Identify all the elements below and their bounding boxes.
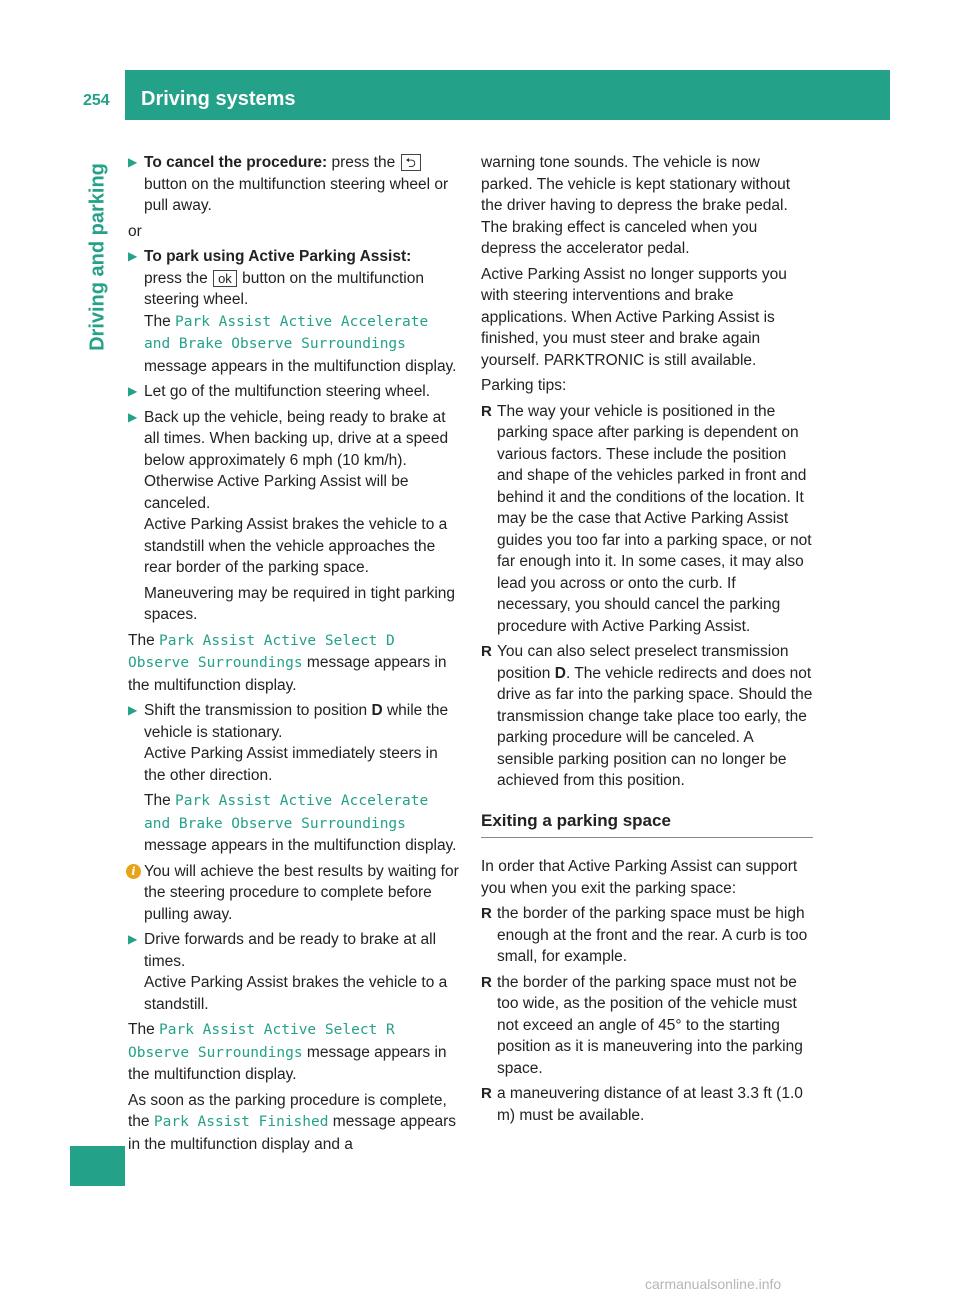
list-item: R The way your vehicle is positioned in the parking space after parking is dependent on various factors. These include the position and shape of the vehicles parked in front and behind it and the conditions of the location. It may be the case that Active Parking Assist guides you too far into a parking space, or not far enough into it. In some cases, it may also lead you across or onto the curb. If necessary, you should cancel the parking procedure with Active Parking Assist. (481, 402, 812, 635)
bullet-icon: R (481, 905, 492, 922)
bullet-icon: R (481, 1085, 492, 1102)
page-number: 254 (83, 92, 110, 109)
message-paragraph: The Park Assist Active Select R Observe Surroundings message appears in the multifunction display. (128, 1021, 447, 1083)
step-arrow-icon: ▶ (128, 409, 138, 424)
step-park: ▶ To park using Active Parking Assist: press the ok button on the multifunction steering wheel. The Park Assist Active Accelerate and Brake Observe Surroundings message appears in the multifunction display. (128, 248, 457, 375)
list-item: R a maneuvering distance of at least 3.3 ft (1.0 m) must be available. (481, 1085, 803, 1124)
step-arrow-icon: ▶ (128, 932, 138, 946)
step-cancel: ▶ To cancel the procedure: press the ⮌ button on the multifunction steering wheel or pull away. (128, 154, 449, 214)
or-text: or (128, 222, 142, 240)
message-paragraph: The Park Assist Active Select D Observe Surroundings message appears in the multifunction display. (128, 631, 447, 694)
exit-heading: Exiting a parking space (481, 810, 813, 839)
step-drive: ▶ Drive forwards and be ready to brake at all times. Active Parking Assist brakes the vehicle to a standstill. (128, 931, 448, 1013)
header-divider (125, 70, 128, 120)
tips-heading: Parking tips: (481, 377, 567, 394)
list-item: R the border of the parking space must be high enough at the front and the rear. A curb is too small, for example. (481, 905, 808, 965)
step-arrow-icon: ▶ (128, 155, 138, 169)
step-arrow-icon: ▶ (128, 249, 138, 263)
right-column (481, 152, 813, 1130)
side-tab-block (70, 1146, 125, 1186)
step-shift: ▶ Shift the transmission to position D while the vehicle is stationary. Active Parking Assist immediately steers in the other direction. The Park Assist Active Accelerate and Brake Observe Surroundings message appears in the multifunction display. (128, 702, 457, 854)
step-let-go: ▶ Let go of the multifunction steering wheel. (128, 381, 461, 403)
step-arrow-icon: ▶ (128, 384, 138, 398)
watermark: carmanualsonline.info (645, 1276, 782, 1292)
list-item: R You can also select preselect transmission position D. The vehicle redirects and does not drive as far into the parking space. Should the transmission change take place too early, the parking procedure will be canceled. A sensible parking position can no longer be achieved from this position. (481, 643, 813, 789)
back-key-icon: ⮌ (401, 154, 421, 171)
bullet-icon: R (481, 402, 492, 420)
bullet-icon: R (481, 973, 492, 991)
step-back-up: ▶ Back up the vehicle, being ready to brake at all times. When backing up, drive at a speed below approximately 6 mph (10 km/h). Otherwise Active Parking Assist will be canceled. Active Parking Assist brakes the vehicle to a standstill when the vehicle approaches the rear border of the parking space. Maneuvering may be required in tight parking spaces. (128, 408, 456, 623)
display-message: Park Assist Finished (153, 1114, 329, 1130)
list-item: R the border of the parking space must not be too wide, as the position of the vehicle must not exceed an angle of 45° to the starting position as it is maneuvering into the parking space. (481, 973, 803, 1077)
left-column (128, 152, 461, 1159)
ok-key-icon: ok (213, 270, 237, 287)
no-longer-paragraph: Active Parking Assist no longer supports you with steering interventions and brake applications. When Active Parking Assist is finished, you must steer and brake again yourself. PARKTRONIC is still available. (481, 265, 787, 369)
section-title: Driving systems (141, 88, 296, 110)
info-note: i You will achieve the best results by waiting for the steering procedure to complete before pulling away. (128, 861, 461, 926)
display-message: Park Assist Active Select R Observe Surroundings (128, 1022, 395, 1061)
finished-paragraph: As soon as the parking procedure is complete, the Park Assist Finished message appears in the multifunction display and a (128, 1091, 457, 1153)
step-arrow-icon: ▶ (128, 703, 138, 717)
display-message: Park Assist Active Select D Observe Surroundings (128, 632, 395, 671)
exit-intro: In order that Active Parking Assist can support you when you exit the parking space: (481, 858, 798, 897)
bullet-icon: R (481, 643, 492, 660)
side-tab-label: Driving and parking (86, 163, 109, 351)
display-message: Park Assist Active Accelerate and Brake Observe Surroundings (144, 313, 429, 352)
parked-paragraph: warning tone sounds. The vehicle is now parked. The vehicle is kept stationary without the driver having to depress the brake pedal. The braking effect is canceled when you depress the accelerator pedal. (481, 154, 791, 257)
display-message: Park Assist Active Accelerate and Brake Observe Surroundings (144, 793, 429, 832)
info-icon: i (126, 864, 141, 879)
